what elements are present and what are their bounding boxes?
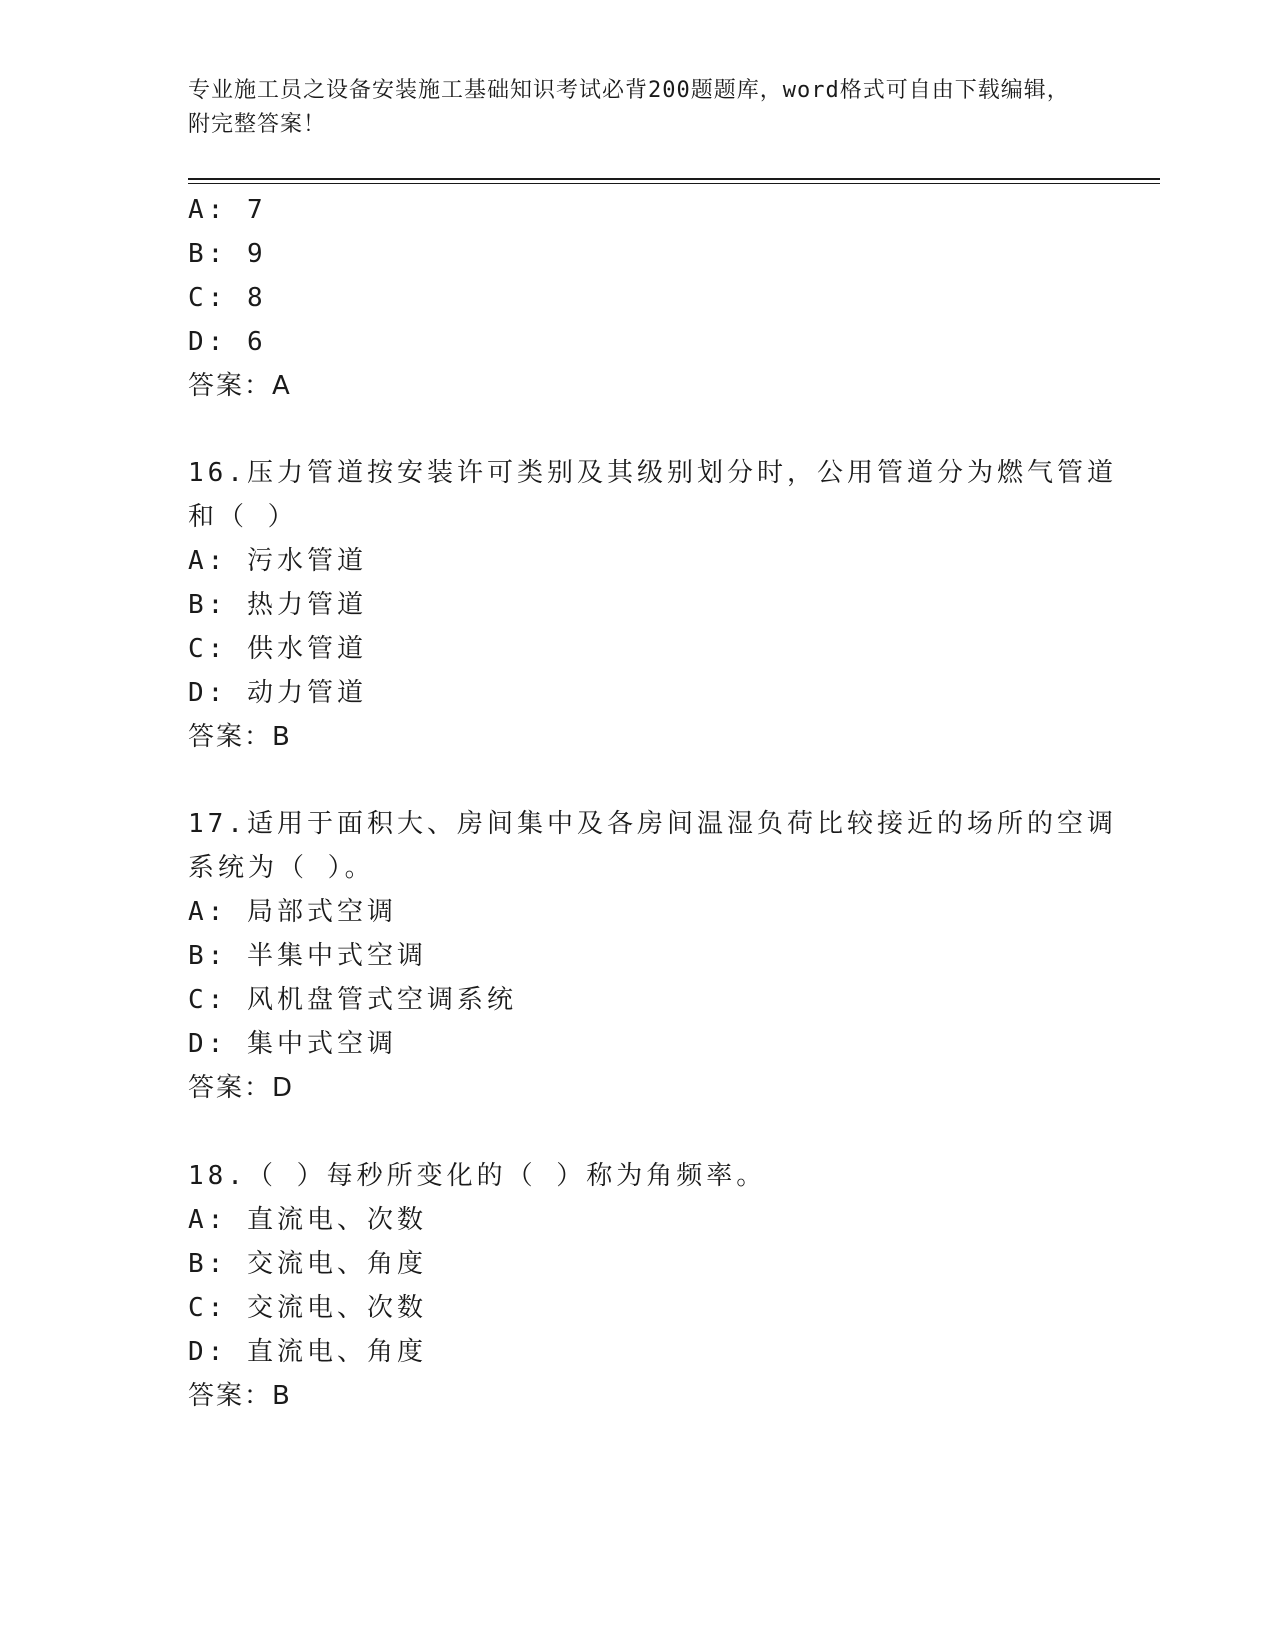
answer-line: 答案：B [188, 722, 292, 752]
option-a: A: 7 [188, 195, 267, 225]
answer-line: 答案：D [188, 1073, 295, 1103]
option-d: D: 集中式空调 [188, 1029, 397, 1059]
option-c: C: 供水管道 [188, 634, 367, 664]
question-stem-continued: 和（ ） [188, 502, 298, 532]
option-a: A: 直流电、次数 [188, 1205, 427, 1235]
option-b: B: 9 [188, 239, 267, 269]
question-stem: 17.适用于面积大、房间集中及各房间温湿负荷比较接近的场所的空调 [188, 809, 1117, 839]
option-b: B: 半集中式空调 [188, 941, 427, 971]
answer-line: 答案：B [188, 1381, 292, 1411]
question-stem: 16.压力管道按安装许可类别及其级别划分时，公用管道分为燃气管道 [188, 458, 1117, 488]
question-stem-continued: 系统为（ ）。 [188, 853, 375, 883]
option-c: C: 交流电、次数 [188, 1293, 427, 1323]
option-d: D: 直流电、角度 [188, 1337, 427, 1367]
option-b: B: 热力管道 [188, 590, 367, 620]
option-d: D: 动力管道 [188, 678, 367, 708]
header-divider-thick [188, 178, 1160, 180]
option-a: A: 污水管道 [188, 546, 367, 576]
header-divider-thin [188, 183, 1160, 184]
document-header: 专业施工员之设备安装施工基础知识考试必背200题题库，word格式可自由下载编辑，附完整答案！ [188, 78, 1070, 137]
answer-line: 答案：A [188, 371, 292, 401]
question-stem: 18.（ ）每秒所变化的（ ）称为角频率。 [188, 1161, 767, 1191]
option-c: C: 风机盘管式空调系统 [188, 985, 517, 1015]
option-d: D: 6 [188, 327, 267, 357]
option-a: A: 局部式空调 [188, 897, 397, 927]
option-c: C: 8 [188, 283, 267, 313]
option-b: B: 交流电、角度 [188, 1249, 427, 1279]
